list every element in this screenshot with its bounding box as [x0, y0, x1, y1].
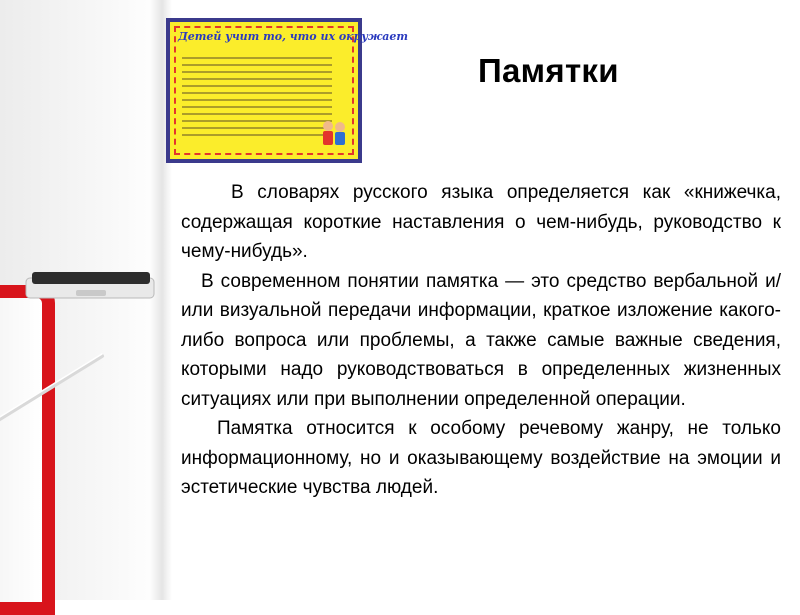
pointer-stick-icon [0, 350, 120, 430]
paragraph-genre: Памятка относится к особому речевому жанру, не только информационному, но и оказывающему воздействие на эмоции и эстетические чувства людей. [181, 418, 781, 498]
paragraph-definition: В словарях русского языка определяется как «книжечка, содержащая короткие наставления о чем-нибудь, руководство к чему-нибудь». [181, 182, 781, 262]
paragraph-modern-meaning: В современном понятии памятка — это средство вербальной и/или визуальной передачи информации, краткое изложение какого-либо вопроса или проблемы, а также самые важные сведения, которыми надо руководствоваться в определенных жизненных ситуациях или при выполнении определенной операции. [181, 270, 781, 410]
poster-text-lines [182, 52, 332, 141]
poster-heading: Детей учит то, что их окружает [178, 30, 409, 43]
page-title: Памятки [478, 52, 619, 89]
children-illustration-icon [316, 117, 350, 151]
body-text [181, 178, 781, 598]
poster-image [166, 18, 409, 163]
clipboard-clip-icon [18, 270, 160, 302]
clipboard-icon [0, 285, 55, 615]
